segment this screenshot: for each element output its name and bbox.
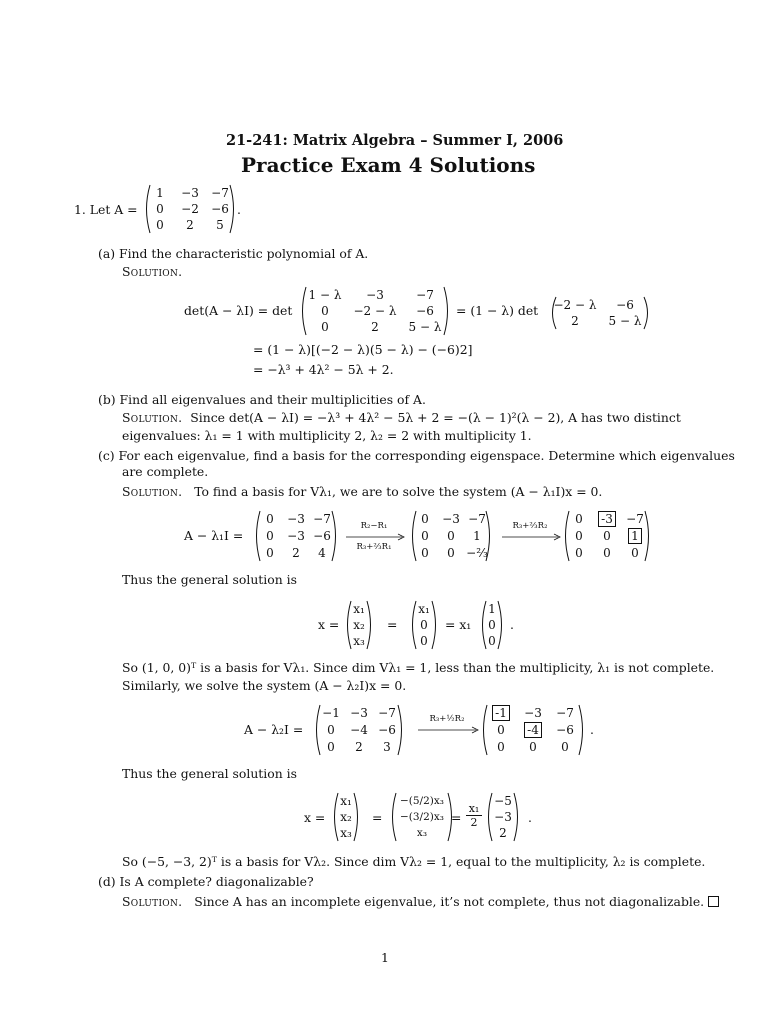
- matrix-cell: [145, 217, 175, 233]
- matrix-cell: [205, 217, 235, 233]
- matrix-entry: −3: [287, 528, 305, 543]
- matrix-cell: [517, 722, 549, 739]
- vector-fraction: [390, 792, 454, 842]
- matrix-cell: [350, 303, 400, 319]
- problem-intro: 1. Let A =: [74, 202, 138, 217]
- matrix-n2: [481, 704, 585, 756]
- course-title: 21-241: Matrix Algebra – Summer I, 2006: [226, 132, 564, 149]
- matrix-entry: 2: [371, 320, 379, 334]
- vector-basis-1: [480, 600, 504, 650]
- matrix-cell: [390, 809, 454, 825]
- matrix-entry: −3: [287, 511, 305, 526]
- matrix-entry: x₃: [353, 634, 365, 648]
- matrix-cell: [517, 705, 549, 722]
- matrix-entry: 0: [321, 320, 329, 334]
- matrix-cell: [283, 528, 309, 545]
- matrix-A-minus-lambda: [300, 286, 450, 336]
- matrix-cell: [400, 319, 450, 335]
- matrix-cell: [300, 319, 350, 335]
- matrix-entry: −3: [350, 705, 368, 720]
- matrix-cell: [549, 722, 581, 739]
- matrix-cell: [600, 313, 650, 329]
- matrix-cell: [175, 217, 205, 233]
- matrix-cell: [438, 545, 464, 562]
- matrix-entry: 0: [321, 304, 329, 318]
- matrix-entry: 1: [156, 186, 164, 200]
- matrix-entry: 0: [266, 545, 274, 560]
- vector-x1-0-0: [410, 600, 438, 650]
- matrix-entry: 0: [421, 511, 429, 526]
- matrix-entry: 0: [447, 528, 455, 543]
- matrix-entry: 0: [488, 618, 496, 632]
- conclusion-1-line2: Similarly, we solve the system (A − λ₂I)x = 0.: [122, 678, 407, 693]
- conclusion-1-line1: So (1, 0, 0)ᵀ is a basis for Vλ₁. Since dim Vλ₁ = 1, less than the multiplicity, λ₁ is not complete.: [122, 660, 715, 675]
- page-title: Practice Exam 4 Solutions: [241, 153, 536, 177]
- matrix-entry: −3: [494, 810, 512, 824]
- matrix-entry: x₃: [416, 827, 428, 839]
- matrix-cell: [486, 825, 520, 841]
- matrix-cell: [309, 545, 335, 562]
- matrix-entry: -4: [524, 722, 542, 738]
- matrix-entry: −6: [616, 298, 634, 312]
- coef-fraction-numerator: x₁: [466, 802, 482, 816]
- equals-3: =: [451, 810, 462, 825]
- matrix-entry: −3: [366, 288, 384, 302]
- lhs-lambda1: A − λ₁I =: [184, 528, 244, 543]
- matrix-entry: 4: [318, 545, 326, 560]
- matrix-cell: [480, 617, 504, 633]
- matrix-cell: [309, 511, 335, 528]
- matrix-cell: [145, 185, 175, 201]
- matrix-cell: [317, 722, 345, 739]
- coef-fraction: [466, 802, 482, 829]
- solution-b-line1: [122, 410, 681, 425]
- matrix-cell: [332, 809, 360, 825]
- matrix-entry: −3: [524, 705, 542, 720]
- solution-c-text: To find a basis for Vλ₁, we are to solve the system (A − λ₁I)x = 0.: [194, 484, 603, 499]
- matrix-entry: x₂: [353, 618, 365, 632]
- matrix-cell: [317, 705, 345, 722]
- matrix-cell: [350, 287, 400, 303]
- lhs-lambda2: A − λ₂I =: [244, 722, 304, 737]
- arrow2-top-label: R₃+⅔R₂: [512, 521, 548, 531]
- matrix-entry: 0: [420, 634, 428, 648]
- matrix-m3: [563, 510, 651, 562]
- arrow3-icon: [418, 726, 480, 734]
- matrix-entry: 0: [327, 722, 335, 737]
- matrix-entry: 0: [603, 545, 611, 560]
- matrix-cell: [257, 545, 283, 562]
- period-3: .: [528, 810, 532, 825]
- matrix-entry: 0: [266, 511, 274, 526]
- question-c-line1: (c) For each eigenvalue, find a basis for the corresponding eigenspace. Determine which eigenvalues: [98, 448, 735, 463]
- matrix-cell: [345, 739, 373, 756]
- vector-x-1: [345, 600, 373, 650]
- matrix-cell: [438, 528, 464, 545]
- matrix-cell: [205, 201, 235, 217]
- matrix-cell: [390, 825, 454, 841]
- matrix-entry: 0: [603, 528, 611, 543]
- solution-label-c: Solution.: [122, 484, 183, 499]
- x-label-1: x =: [318, 617, 340, 632]
- qed-square-icon: [708, 896, 719, 907]
- vector-x-2: [332, 792, 360, 842]
- matrix-cell: [485, 722, 517, 739]
- matrix-cell: [390, 793, 454, 809]
- matrix-cell: [550, 297, 600, 313]
- matrix-entry: −7: [556, 705, 574, 720]
- matrix-cell: [464, 528, 490, 545]
- matrix-entry: -3: [598, 511, 616, 527]
- matrix-entry: 2: [499, 826, 507, 840]
- arrow1-bottom-label: R₃+⅔R₁: [356, 542, 392, 552]
- matrix-entry: −7: [626, 511, 644, 526]
- matrix-cell: [410, 633, 438, 649]
- solution-label-b: Solution.: [122, 410, 183, 425]
- matrix-cell: [438, 511, 464, 528]
- matrix-cell: [464, 545, 490, 562]
- matrix-entry: −6: [313, 528, 331, 543]
- solution-c-line1: [122, 484, 602, 499]
- matrix-cell: [283, 545, 309, 562]
- arrow1-top-label: R₂−R₁: [360, 521, 388, 531]
- matrix-cell: [400, 287, 450, 303]
- matrix-cell: [373, 705, 401, 722]
- matrix-entry: −3: [442, 511, 460, 526]
- solution-d-text: Since A has an incomplete eigenvalue, it’s not complete, thus not diagonalizable.: [194, 894, 705, 909]
- matrix-cell: [257, 528, 283, 545]
- matrix-entry: x₁: [340, 794, 352, 808]
- matrix-cell: [517, 739, 549, 756]
- matrix-entry: 0: [156, 218, 164, 232]
- matrix-cell: [593, 545, 621, 562]
- matrix-cell: [175, 185, 205, 201]
- matrix-entry: 0: [631, 545, 639, 560]
- matrix-cell: [350, 319, 400, 335]
- matrix-cell: [621, 545, 649, 562]
- matrix-cell: [332, 825, 360, 841]
- matrix-entry: 5 − λ: [408, 320, 442, 334]
- matrix-cell: [549, 705, 581, 722]
- question-a: (a) Find the characteristic polynomial of A.: [98, 246, 369, 261]
- matrix-cell: [317, 739, 345, 756]
- matrix-cell: [593, 511, 621, 528]
- period-2: .: [590, 722, 594, 737]
- matrix-entry: −⅔: [466, 545, 488, 560]
- matrix-m1: [254, 510, 338, 562]
- matrix-cell: [593, 528, 621, 545]
- general-solution-2: Thus the general solution is: [122, 766, 297, 781]
- matrix-entry: 0: [497, 739, 505, 754]
- matrix-entry: 0: [529, 739, 537, 754]
- matrix-cell: [549, 739, 581, 756]
- matrix-cell: [175, 201, 205, 217]
- equals-1: =: [387, 617, 398, 632]
- arrow2-icon: [502, 533, 562, 541]
- matrix-cell: [565, 528, 593, 545]
- matrix-cell: [145, 201, 175, 217]
- x-label-2: x =: [304, 810, 326, 825]
- matrix-cell: [486, 809, 520, 825]
- matrix-entry: 5 − λ: [608, 314, 642, 328]
- matrix-cell: [309, 528, 335, 545]
- det-line3: = −λ³ + 4λ² − 5λ + 2.: [253, 362, 394, 377]
- matrix-entry: 5: [216, 218, 224, 232]
- matrix-entry: 0: [575, 511, 583, 526]
- matrix-m2: [410, 510, 492, 562]
- matrix-entry: −(5/2)x₃: [399, 795, 445, 807]
- solution-label-a: Solution.: [122, 264, 183, 279]
- matrix-entry: x₁: [353, 602, 365, 616]
- matrix-entry: 0: [327, 739, 335, 754]
- arrow3-top-label: R₃+½R₂: [429, 714, 465, 724]
- det-mid: = (1 − λ) det: [456, 303, 539, 318]
- matrix-cell: [345, 633, 373, 649]
- matrix-entry: 0: [156, 202, 164, 216]
- matrix-cell: [600, 297, 650, 313]
- matrix-entry: 0: [497, 722, 505, 737]
- matrix-entry: −7: [416, 288, 434, 302]
- matrix-entry: 1: [628, 528, 642, 544]
- matrix-entry: 0: [266, 528, 274, 543]
- matrix-cell: [257, 511, 283, 528]
- matrix-cell: [480, 633, 504, 649]
- matrix-entry: −7: [313, 511, 331, 526]
- question-b: (b) Find all eigenvalues and their multiplicities of A.: [98, 392, 426, 407]
- matrix-entry: −7: [211, 186, 229, 200]
- matrix-entry: 1: [473, 528, 481, 543]
- matrix-entry: 0: [561, 739, 569, 754]
- matrix-cell: [412, 528, 438, 545]
- matrix-cell: [283, 511, 309, 528]
- period-1: .: [510, 617, 514, 632]
- matrix-cell: [486, 793, 520, 809]
- matrix-entry: −7: [378, 705, 396, 720]
- matrix-minor: [550, 296, 650, 330]
- matrix-entry: 0: [421, 545, 429, 560]
- matrix-cell: [621, 528, 649, 545]
- matrix-cell: [345, 705, 373, 722]
- matrix-cell: [332, 793, 360, 809]
- conclusion-2: So (−5, −3, 2)ᵀ is a basis for Vλ₂. Since dim Vλ₂ = 1, equal to the multiplicity, λ₂ is complete.: [122, 854, 706, 869]
- det-lhs: det(A − λI) = det: [184, 303, 293, 318]
- matrix-cell: [400, 303, 450, 319]
- matrix-cell: [565, 545, 593, 562]
- matrix-entry: 1 − λ: [308, 288, 342, 302]
- matrix-A: [144, 184, 236, 234]
- matrix-entry: 0: [447, 545, 455, 560]
- matrix-cell: [410, 617, 438, 633]
- matrix-cell: [410, 601, 438, 617]
- matrix-cell: [464, 511, 490, 528]
- coef-fraction-denominator: 2: [470, 816, 478, 829]
- matrix-entry: 0: [488, 634, 496, 648]
- matrix-entry: −4: [350, 722, 368, 737]
- matrix-entry: 3: [383, 739, 391, 754]
- matrix-entry: 2: [355, 739, 363, 754]
- vector-basis-2: [486, 792, 520, 842]
- matrix-entry: −5: [494, 794, 512, 808]
- matrix-entry: −2 − λ: [353, 304, 397, 318]
- matrix-entry: 2: [186, 218, 194, 232]
- matrix-cell: [480, 601, 504, 617]
- matrix-entry: −3: [181, 186, 199, 200]
- arrow1-icon: [346, 533, 406, 541]
- solution-d: [122, 894, 719, 909]
- matrix-entry: −2: [181, 202, 199, 216]
- det-line2: = (1 − λ)[(−2 − λ)(5 − λ) − (−6)2]: [253, 342, 473, 357]
- matrix-cell: [412, 545, 438, 562]
- page-number: 1: [381, 950, 389, 965]
- matrix-entry: 0: [575, 528, 583, 543]
- matrix-cell: [345, 617, 373, 633]
- matrix-entry: −6: [416, 304, 434, 318]
- equals-2: =: [372, 810, 383, 825]
- solution-b-text: Since det(A − λI) = −λ³ + 4λ² − 5λ + 2 = −(λ − 1)²(λ − 2), A has two distinct: [190, 410, 681, 425]
- matrix-entry: x₂: [340, 810, 352, 824]
- matrix-entry: 0: [575, 545, 583, 560]
- matrix-cell: [373, 722, 401, 739]
- matrix-cell: [485, 739, 517, 756]
- matrix-cell: [345, 722, 373, 739]
- matrix-entry: −(3/2)x₃: [399, 811, 445, 823]
- question-d: (d) Is A complete? diagonalizable?: [98, 874, 314, 889]
- matrix-n1: [314, 704, 404, 756]
- matrix-entry: −1: [322, 705, 340, 720]
- matrix-cell: [565, 511, 593, 528]
- matrix-entry: −6: [211, 202, 229, 216]
- matrix-entry: -1: [492, 705, 510, 721]
- matrix-entry: 1: [488, 602, 496, 616]
- matrix-entry: x₃: [340, 826, 352, 840]
- matrix-entry: −7: [468, 511, 486, 526]
- matrix-cell: [345, 601, 373, 617]
- matrix-cell: [550, 313, 600, 329]
- matrix-entry: 2: [571, 314, 579, 328]
- coef-x1: = x₁: [445, 617, 472, 632]
- matrix-cell: [373, 739, 401, 756]
- general-solution-1: Thus the general solution is: [122, 572, 297, 587]
- matrix-cell: [205, 185, 235, 201]
- matrix-entry: −6: [556, 722, 574, 737]
- question-c-line2: are complete.: [122, 464, 209, 479]
- matrix-cell: [300, 287, 350, 303]
- matrix-entry: x₁: [418, 602, 430, 616]
- matrix-cell: [621, 511, 649, 528]
- matrix-cell: [412, 511, 438, 528]
- intro-period: .: [237, 202, 241, 217]
- solution-label-d: Solution.: [122, 894, 183, 909]
- matrix-entry: 0: [420, 618, 428, 632]
- solution-b-line2: eigenvalues: λ₁ = 1 with multiplicity 2, λ₂ = 2 with multiplicity 1.: [122, 428, 532, 443]
- matrix-cell: [300, 303, 350, 319]
- matrix-entry: −2 − λ: [553, 298, 597, 312]
- matrix-entry: 0: [421, 528, 429, 543]
- matrix-entry: 2: [292, 545, 300, 560]
- matrix-cell: [485, 705, 517, 722]
- matrix-entry: −6: [378, 722, 396, 737]
